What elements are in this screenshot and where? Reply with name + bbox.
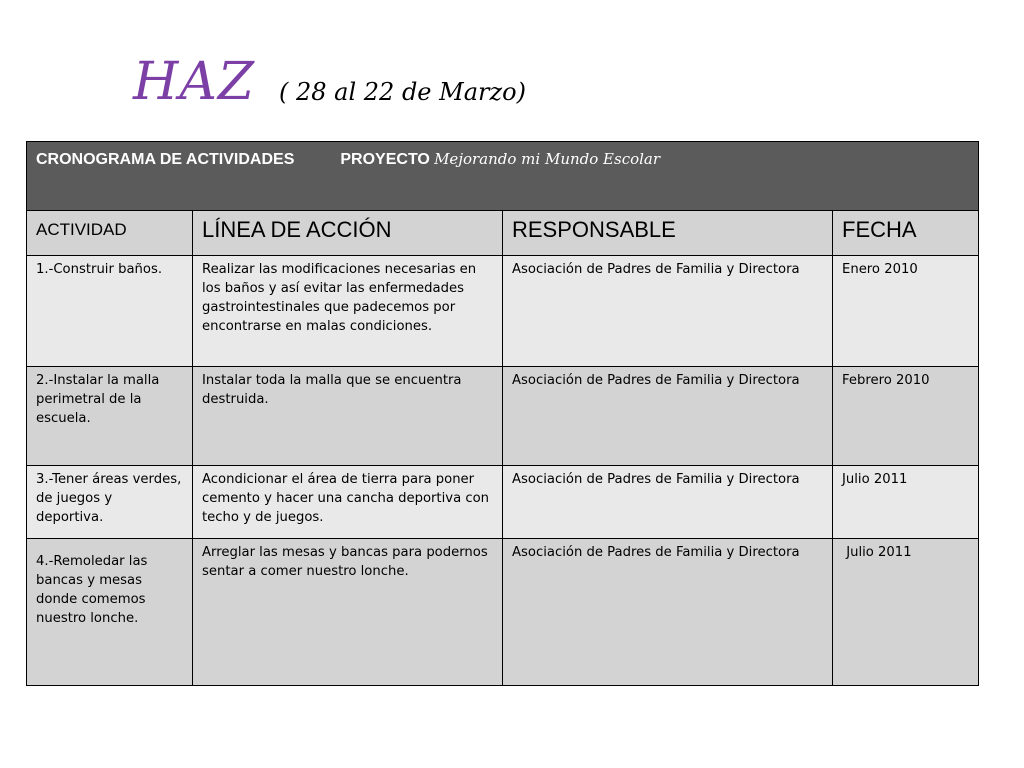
page-title: HAZ [133, 52, 256, 112]
project-label: PROYECTO [340, 151, 430, 168]
cell-fecha: Febrero 2010 [833, 367, 979, 466]
cell-linea: Arreglar las mesas y bancas para podernos sentar a comer nuestro lonche. [193, 539, 503, 686]
column-header-fecha: FECHA [833, 211, 979, 256]
project-name: Mejorando mi Mundo Escolar [434, 150, 661, 168]
cell-actividad: 4.-Remoledar las bancas y mesas donde comemos nuestro lonche. [27, 539, 193, 686]
cell-responsable: Asociación de Padres de Familia y Directora [503, 367, 833, 466]
page-subtitle: ( 28 al 22 de Marzo) [279, 78, 526, 106]
cell-actividad: 3.-Tener áreas verdes, de juegos y deportiva. [27, 466, 193, 539]
cell-responsable: Asociación de Padres de Familia y Directora [503, 466, 833, 539]
schedule-table [26, 141, 979, 686]
table-row [27, 256, 979, 367]
column-header-row [27, 211, 979, 256]
column-header-linea: LÍNEA DE ACCIÓN [193, 211, 503, 256]
cell-fecha: Julio 2011 [833, 466, 979, 539]
column-header-responsable: RESPONSABLE [503, 211, 833, 256]
cell-actividad: 2.-Instalar la malla perimetral de la escuela. [27, 367, 193, 466]
cell-fecha: Enero 2010 [833, 256, 979, 367]
cell-responsable: Asociación de Padres de Familia y Directora [503, 539, 833, 686]
table-row [27, 539, 979, 686]
cell-actividad: 1.-Construir baños. [27, 256, 193, 367]
cell-linea: Realizar las modificaciones necesarias en los baños y así evitar las enfermedades gastrointestinales que padecemos por encontrarse en malas condiciones. [193, 256, 503, 367]
table-header-cell [27, 142, 979, 211]
cell-responsable: Asociación de Padres de Familia y Directora [503, 256, 833, 367]
cell-linea: Instalar toda la malla que se encuentra destruida. [193, 367, 503, 466]
schedule-label: CRONOGRAMA DE ACTIVIDADES [36, 151, 295, 168]
table-header-row [27, 142, 979, 211]
table-row [27, 466, 979, 539]
cell-linea: Acondicionar el área de tierra para poner cemento y hacer una cancha deportiva con techo y de juegos. [193, 466, 503, 539]
table-row [27, 367, 979, 466]
column-header-actividad: ACTIVIDAD [27, 211, 193, 256]
cell-fecha: Julio 2011 [833, 539, 979, 686]
